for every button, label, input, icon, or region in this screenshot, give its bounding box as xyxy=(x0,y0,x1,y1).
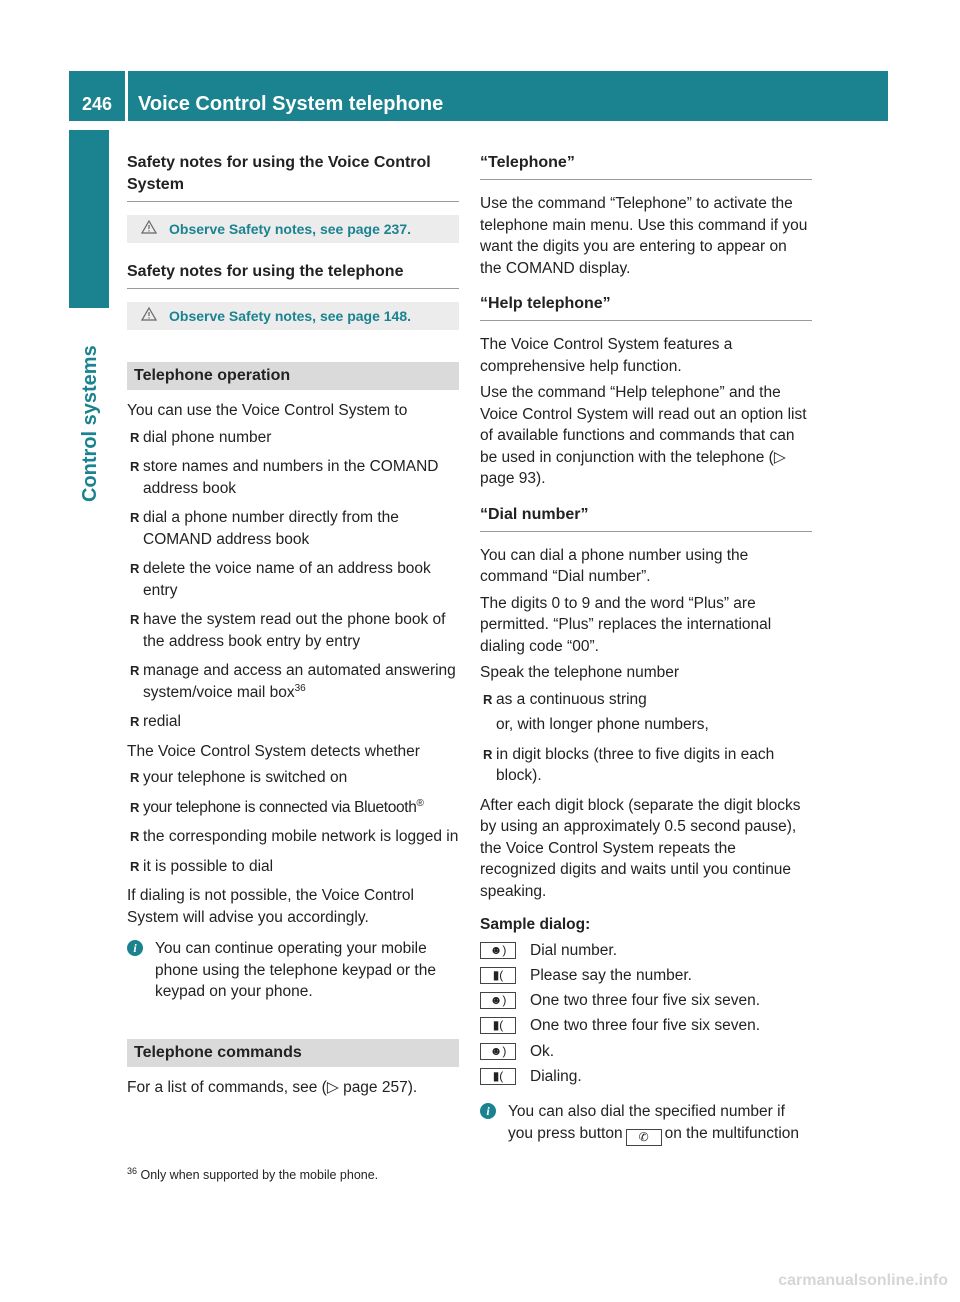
paragraph-help-1: The Voice Control System features a comprehensive help function. xyxy=(480,336,733,375)
paragraph-detects: The Voice Control System detects whether xyxy=(127,742,420,760)
paragraph-not-possible: If dialing is not possible, the Voice Control System will advise you accordingly. xyxy=(127,887,414,926)
paragraph-telephone: Use the command “Telephone” to activate the telephone main menu. Use this command if you want the digits you are entering to appear on the COMAND display. xyxy=(480,195,808,277)
dialog-row: ☻) Ok. xyxy=(480,1039,812,1064)
phone-call-button-icon: ✆ xyxy=(626,1129,662,1146)
heading-dial-number: “Dial number” xyxy=(480,504,812,532)
list-item: R your telephone is switched on xyxy=(127,767,459,789)
bullet-icon: R xyxy=(130,459,140,474)
bullet-icon: R xyxy=(130,799,140,815)
footnote-ref: 36 xyxy=(294,682,306,694)
list-item: R store names and numbers in the COMAND address book xyxy=(130,458,439,497)
heading-help-telephone: “Help telephone” xyxy=(480,293,812,321)
paragraph-dial-1: You can dial a phone number using the command “Dial number”. xyxy=(480,546,749,585)
dialog-row: ▮( One two three four five six seven. xyxy=(480,1013,812,1038)
list-item: R your telephone is connected via Bluetooth® xyxy=(127,797,459,819)
paragraph-dial-2: The digits 0 to 9 and the word “Plus” are permitted. “Plus” replaces the international dialing code “00”. xyxy=(480,594,772,655)
bullet-list-conditions xyxy=(127,767,459,877)
list-item: R have the system read out the phone book of the address book entry by entry xyxy=(130,611,446,650)
bullet-icon: R xyxy=(130,829,140,844)
list-item: R dial a phone number directly from the COMAND address book xyxy=(130,509,399,548)
dialog-row: ▮( Please say the number. xyxy=(480,963,812,988)
list-item-continuation: or, with longer phone numbers, xyxy=(496,716,709,733)
speaking-person-icon: ☻) xyxy=(480,1043,516,1060)
bullet-icon: R xyxy=(130,429,140,445)
dialog-row: ▮( Dialing. xyxy=(480,1064,812,1089)
side-tab-block xyxy=(69,130,109,308)
list-item: R it is possible to dial xyxy=(127,856,459,878)
bullet-icon: R xyxy=(130,714,140,729)
warning-box-2 xyxy=(127,302,459,330)
page-number: 246 xyxy=(81,94,113,114)
dialog-row: ☻) One two three four five six seven. xyxy=(480,988,812,1013)
heading-safety-telephone: Safety notes for using the telephone xyxy=(127,261,459,289)
warning-triangle-icon xyxy=(141,306,157,326)
info-text-2: You can also dial the specified number if you press button ✆ on the multifunction xyxy=(508,1103,800,1144)
list-item: R manage and access an automated answering system/voice mail box$^{36}$ xyxy=(130,662,456,701)
paragraph-intro: You can use the Voice Control System to xyxy=(127,402,408,419)
bullet-icon: R xyxy=(483,746,493,762)
registered-mark: ® xyxy=(416,797,424,809)
warning-text-2: Observe Safety notes, see page 148. xyxy=(169,308,412,324)
info-text-1: You can continue operating your mobile phone using the telephone keypad or the keypad on your phone. xyxy=(155,940,436,1000)
speaker-icon: ▮( xyxy=(480,967,516,984)
paragraph-after: After each digit block (separate the digit blocks by using an approximately 0.5 second pause), the Voice Control System repeats the recognized digits and waits until you continue speaking. xyxy=(480,796,801,900)
warning-box-1 xyxy=(127,215,459,243)
list-item: R as a continuous string or, with longer phone numbers, xyxy=(480,689,812,736)
speaker-icon: ▮( xyxy=(480,1017,516,1034)
bullet-list-capabilities xyxy=(127,427,459,733)
bullet-icon: R xyxy=(130,612,140,627)
bullet-icon: R xyxy=(130,510,140,525)
bullet-icon: R xyxy=(130,663,140,678)
section-heading-telephone-operation: Telephone operation xyxy=(127,362,459,390)
bullet-icon: R xyxy=(130,770,140,785)
bullet-icon: R xyxy=(130,561,140,576)
list-item: R redial xyxy=(127,711,459,733)
watermark: carmanualsonline.info xyxy=(778,1272,948,1289)
list-item: R in digit blocks (three to five digits in each block). xyxy=(483,745,775,784)
heading-telephone: “Telephone” xyxy=(480,152,812,180)
dialog-row: ☻) Dial number. xyxy=(480,938,812,963)
right-column xyxy=(480,150,812,1150)
footnote-number: 36 xyxy=(127,1165,138,1176)
bullet-icon: R xyxy=(483,691,493,707)
paragraph-speak: Speak the telephone number xyxy=(480,664,680,681)
left-column xyxy=(127,150,459,1103)
bullet-icon: R xyxy=(130,858,140,874)
section-heading-telephone-commands: Telephone commands xyxy=(127,1039,459,1067)
list-item: R the corresponding mobile network is logged in xyxy=(127,826,459,848)
warning-triangle-icon xyxy=(141,219,157,239)
speaking-person-icon: ☻) xyxy=(480,992,516,1009)
speaker-icon: ▮( xyxy=(480,1068,516,1085)
heading-safety-voice-control: Safety notes for using the Voice Control System xyxy=(127,152,459,202)
info-note-2 xyxy=(480,1101,812,1146)
footnote xyxy=(127,1166,378,1184)
sample-dialog xyxy=(480,938,812,1090)
header-separator xyxy=(125,71,128,121)
paragraph-help-2: Use the command “Help telephone” and the Voice Control System will read out an option list of available functions and commands that can be used in conjunction with the telephone (▷ page 93). xyxy=(480,384,807,487)
paragraph-commands: For a list of commands, see (▷ page 257). xyxy=(127,1078,418,1096)
info-icon: i xyxy=(480,1103,496,1119)
warning-text-1: Observe Safety notes, see page 237. xyxy=(169,221,412,237)
footnote-text: Only when supported by the mobile phone. xyxy=(140,1168,379,1182)
list-item: R delete the voice name of an address book entry xyxy=(130,560,431,599)
sample-dialog-title: Sample dialog: xyxy=(480,916,591,933)
info-note-1 xyxy=(127,938,459,1003)
page-title: Voice Control System telephone xyxy=(138,93,444,115)
list-item: R dial phone number xyxy=(127,427,459,449)
bullet-list-dial-modes xyxy=(480,689,812,787)
side-tab-label: Control systems xyxy=(79,345,101,502)
info-icon: i xyxy=(127,940,143,956)
speaking-person-icon: ☻) xyxy=(480,942,516,959)
